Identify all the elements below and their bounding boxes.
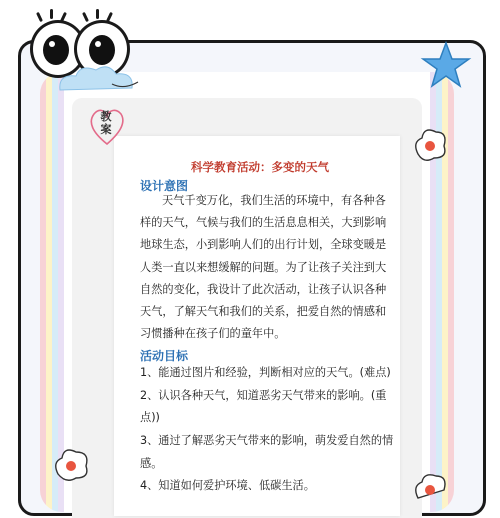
design-paragraph: 天气千变万化，我们生活的环境中，有各种各样的天气，气候与我们的生活息息相关，大到影响地球生态，小到影响人们的出行计划，全球变暖是人类一直以来想缓解的问题。为了让孩子关注到大自然的变化，我设计了此次活动，让孩子认识各种天气，了解天气和我们的关系，把爱自然的情感和习惯播种在孩子们的童年中。 <box>140 194 387 341</box>
goal-line: 感。 <box>140 457 163 470</box>
goal-line: 2、认识各种天气，知道恶劣天气带来的影响。(重 <box>140 389 387 402</box>
cloud-flower-icon <box>412 470 448 500</box>
eyelash-icon <box>96 9 99 19</box>
eyelash-icon <box>82 12 89 22</box>
section-heading-goals: 活动目标 <box>140 349 189 363</box>
eyelash-icon <box>50 9 53 19</box>
star-icon <box>420 40 472 92</box>
document-title: 科学教育活动：多变的天气 <box>191 160 329 174</box>
cloud-flower-icon <box>50 444 94 484</box>
cloud-flower-icon <box>412 124 448 164</box>
badge-label: 教案 <box>100 110 112 136</box>
section-heading-design: 设计意图 <box>140 179 189 193</box>
goal-line: 3、通过了解恶劣天气带来的影响，萌发爱自然的情 <box>140 434 394 447</box>
eyelash-icon <box>36 12 43 22</box>
cloud-doodle-icon <box>54 60 144 100</box>
goal-line: 4、知道如何爱护环境、低碳生活。 <box>140 479 315 492</box>
goal-line: 点)) <box>140 411 160 424</box>
goal-line: 1、能通过图片和经验，判断相对应的天气。(难点) <box>140 366 391 379</box>
